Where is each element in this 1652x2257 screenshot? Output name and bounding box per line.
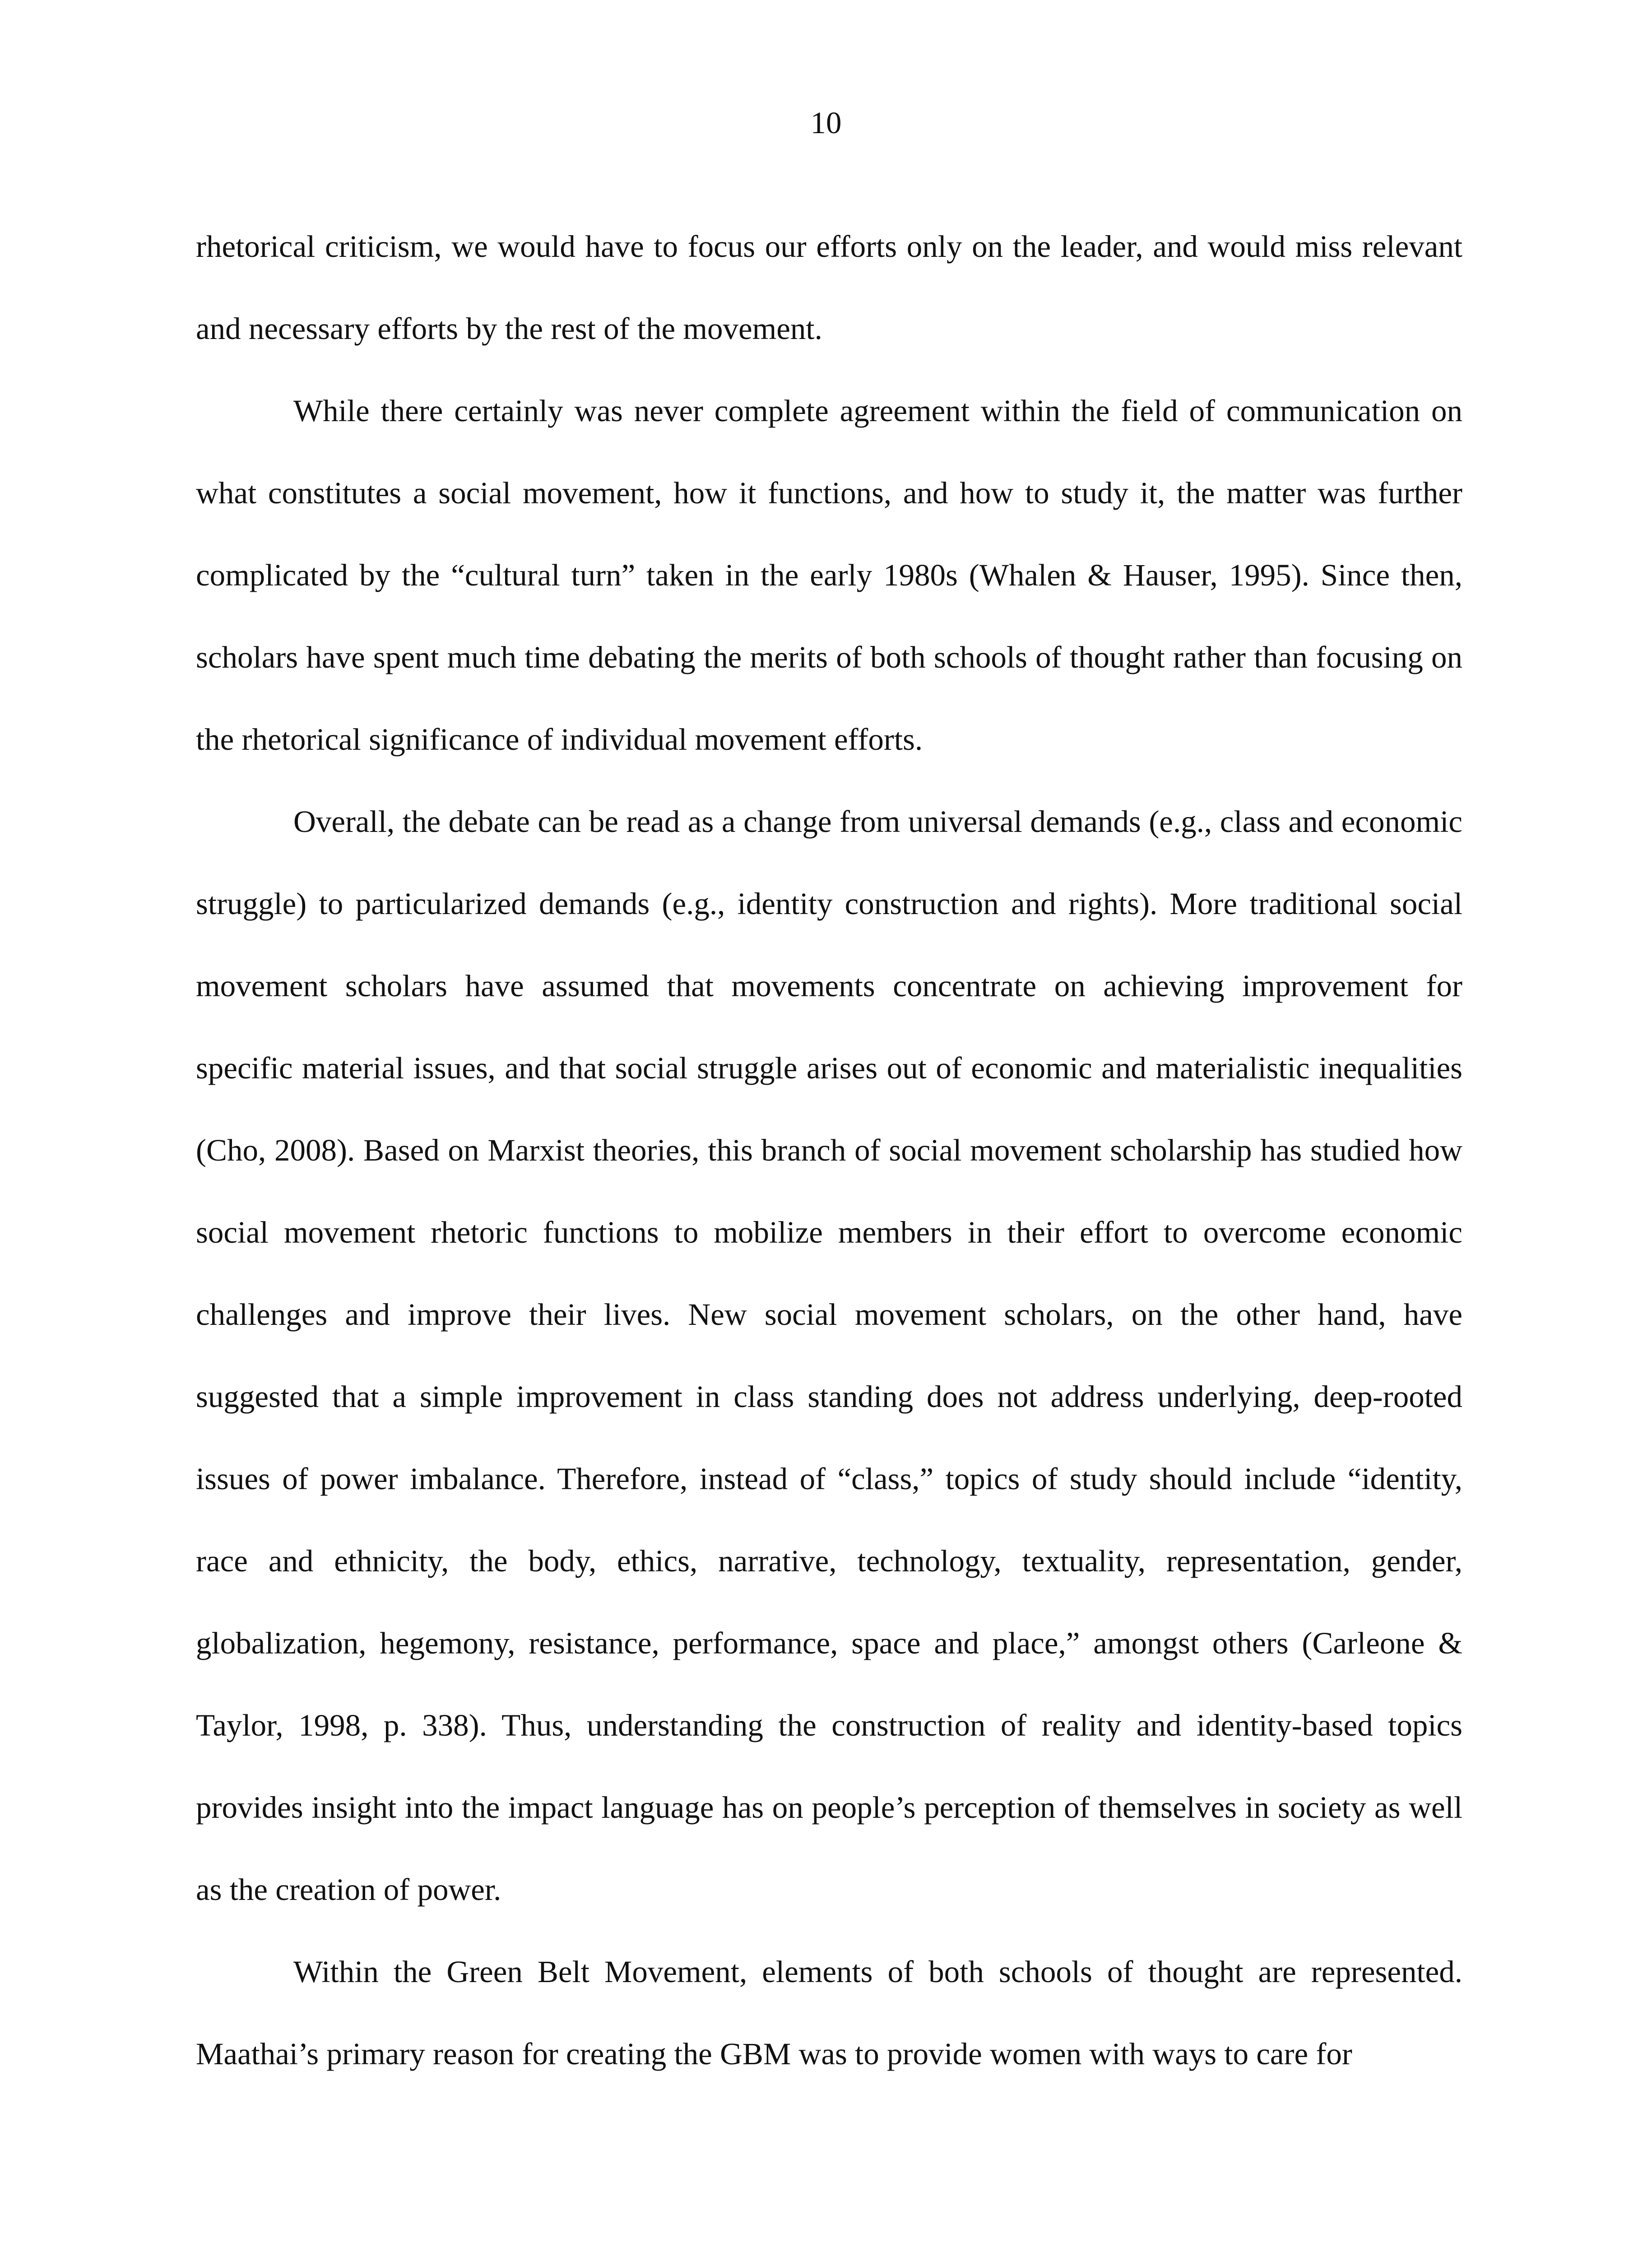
page-number: 10 bbox=[810, 106, 842, 140]
paragraph-green-belt-movement: Within the Green Belt Movement, elements of both schools of thought are represented. Maathai’s primary reason for creating the GBM was to provide women with ways to care for bbox=[196, 1955, 1462, 2071]
body-text bbox=[196, 205, 1462, 2095]
paragraph-universal-vs-particularized-demands: Overall, the debate can be read as a change from universal demands (e.g., class and economic struggle) to particularized demands (e.g., identity construction and rights). More traditional social movement scholars have assumed that movements concentrate on achieving improvement for specific material issues, and that social struggle arises out of economic and materialistic inequalities (Cho, 2008). Based on Marxist theories, this branch of social movement scholarship has studied how social movement rhetoric functions to mobilize members in their effort to overcome economic challenges and improve their lives. New social movement scholars, on the other hand, have suggested that a simple improvement in class standing does not address underlying, deep-rooted issues of power imbalance. Therefore, instead of “class,” topics of study should include “identity, race and ethnicity, the body, ethics, narrative, technology, textuality, representation, gender, globalization, hegemony, resistance, performance, space and place,” amongst others (Carleone & Taylor, 1998, p. 338). Thus, understanding the construction of reality and identity-based topics provides insight into the impact language has on people’s perception of themselves in society as well as the creation of power. bbox=[196, 804, 1462, 1907]
paragraph-continuation: rhetorical criticism, we would have to focus our efforts only on the leader, and would miss relevant and necessary efforts by the rest of the movement. bbox=[196, 229, 1462, 346]
paragraph-cultural-turn: While there certainly was never complete agreement within the field of communication on what constitutes a social movement, how it functions, and how to study it, the matter was further complicated by the “cultural turn” taken in the early 1980s (Whalen & Hauser, 1995). Since then, scholars have spent much time debating the merits of both schools of thought rather than focusing on the rhetorical significance of individual movement efforts. bbox=[196, 394, 1462, 757]
